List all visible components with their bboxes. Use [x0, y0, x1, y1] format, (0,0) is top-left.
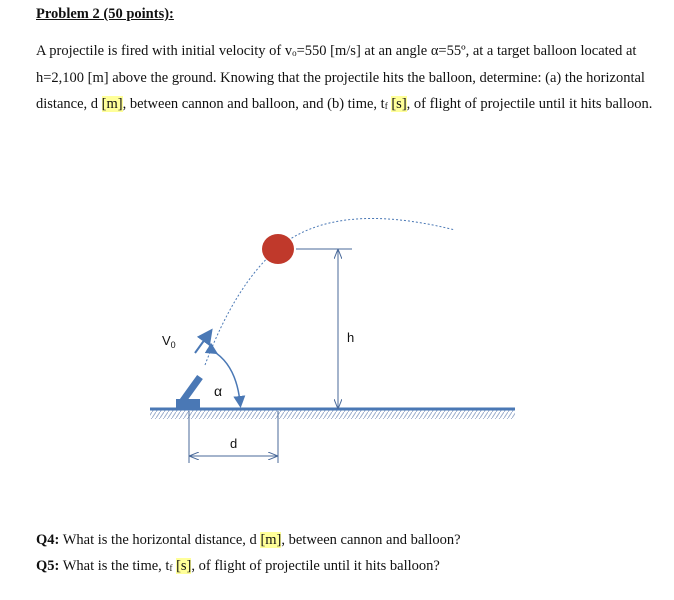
problem-title: Problem 2 (50 points): [36, 6, 174, 22]
question-4: Q4: What is the horizontal distance, d [m], between cannon and balloon? [36, 532, 461, 548]
highlight-unit-m: [m] [101, 96, 123, 112]
highlight-q5-unit: [s] [176, 558, 192, 574]
highlight-unit-s: [s] [391, 96, 407, 112]
problem-statement: A projectile is fired with initial velocity of $v_o=550$ [m/s] at an angle α=55º, at a target balloon located at h=2,100 [m] above the ground. Knowing that the projectile hits the balloon, determine: (a) the horizontal distance, d [m], between cannon and balloon, and (b) time, $t_f$ [s], of flight of projectile until it hits balloon. [36, 43, 653, 112]
ground-hatch [150, 410, 515, 419]
label-alpha: α [214, 383, 223, 399]
cannon-base [176, 399, 200, 409]
projectile-diagram [0, 190, 674, 470]
label-v0: $V_0$ [162, 333, 176, 350]
label-d: d [230, 436, 238, 451]
cannon-barrel [182, 377, 200, 402]
label-h: h [347, 330, 355, 345]
highlight-q4-unit: [m] [260, 532, 282, 548]
trajectory-path [205, 218, 455, 365]
velocity-arrow [195, 335, 208, 353]
balloon [262, 234, 294, 264]
question-5: Q5: What is the time, $t_f$ [s], of flight of projectile until it hits balloon? [36, 558, 440, 574]
